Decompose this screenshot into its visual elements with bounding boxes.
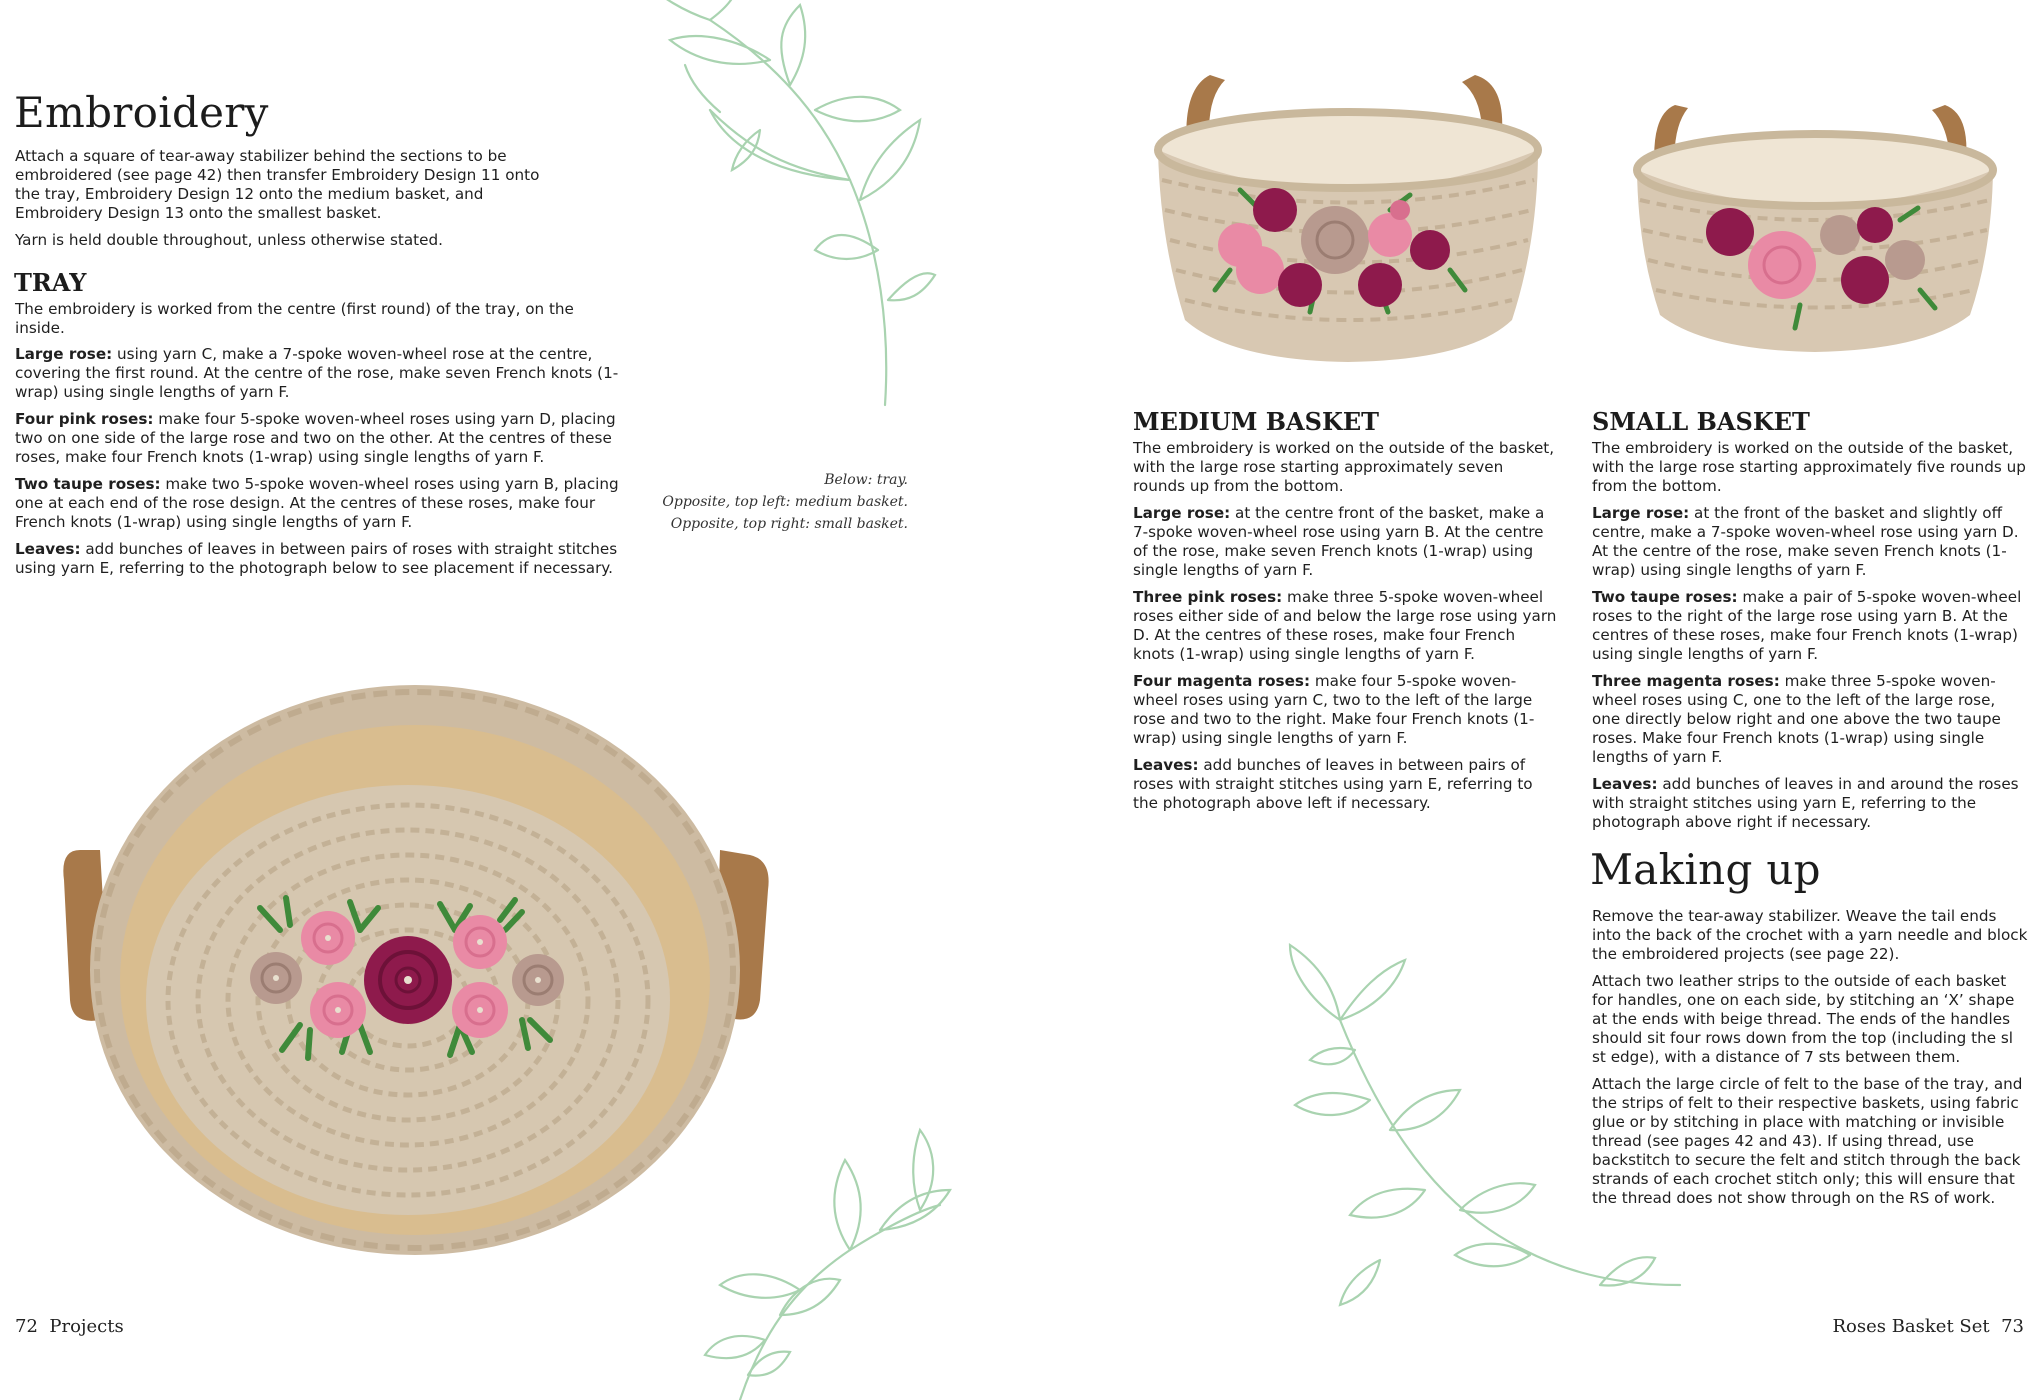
- making-up-instructions: [1592, 907, 2028, 1216]
- caption-medium-basket: Opposite, top left: medium basket.: [662, 494, 908, 510]
- medium-intro: The embroidery is worked on the outside of the basket, with the large rose starting approximately seven rounds up from the bottom.: [1133, 439, 1555, 495]
- intro-paragraph: Attach a square of tear-away stabilizer behind the sections to be embroidered (see page 42) then transfer Embroidery Design 11 onto the tray, Embroidery Design 12 onto the medium basket, and Embroidery Design 13 onto the smallest basket.: [15, 147, 540, 222]
- medium-basket-heading: MEDIUM BASKET: [1133, 407, 1379, 436]
- making-up-paragraph: Attach the large circle of felt to the base of the tray, and the strips of felt to their respective baskets, using fabric glue or by stitching in place with matching or invisible thread (see pages 42 and 43). If using thread, use backstitch to secure the felt and stitch through the back strands of each crochet stitch only; this will ensure that the thread does not show through on the RS of work.: [1592, 1075, 2023, 1207]
- section-name: Roses Basket Set: [1832, 1316, 1990, 1337]
- making-up-paragraph: Remove the tear-away stabilizer. Weave the tail ends into the back of the crochet with a yarn needle and block the embroidered projects (see page 22).: [1592, 907, 2028, 963]
- medium-step-leaves: Leaves: add bunches of leaves in between pairs of roses with straight stitches using yarn E, referring to the photograph above left if necessary.: [1133, 756, 1533, 812]
- tray-step-large-rose: Large rose: using yarn C, make a 7-spoke woven-wheel rose at the centre, covering the first round. At the centre of the rose, make seven French knots (1-wrap) using single lengths of yarn F.: [15, 345, 619, 401]
- tray-photo: [60, 680, 780, 1300]
- tray-instructions: [15, 300, 627, 586]
- caption-tray: Below: tray.: [824, 472, 908, 488]
- small-intro: The embroidery is worked on the outside of the basket, with the large rose starting approximately five rounds up from the bottom.: [1592, 439, 2026, 495]
- section-name: Projects: [49, 1316, 124, 1337]
- caption-small-basket: Opposite, top right: small basket.: [670, 516, 908, 532]
- embroidery-heading: Embroidery: [14, 88, 269, 137]
- small-step-magenta-roses: Three magenta roses: make three 5-spoke woven-wheel roses using C, one to the left of the large rose, one directly below right and one above the two taupe roses. Make four French knots (1-wrap) using single lengths of yarn F.: [1592, 672, 2001, 766]
- tray-step-taupe-roses: Two taupe roses: make two 5-spoke woven-wheel roses using yarn B, placing one at each end of the rose design. At the centres of these roses, make four French knots (1-wrap) using single lengths of yarn F.: [15, 475, 619, 531]
- medium-basket-photo: [1140, 40, 1560, 400]
- medium-step-large-rose: Large rose: at the centre front of the basket, make a 7-spoke woven-wheel rose using yarn B. At the centre of the rose, make seven French knots (1-wrap) using single lengths of yarn F.: [1133, 504, 1545, 579]
- intro-paragraph: Yarn is held double throughout, unless otherwise stated.: [15, 231, 443, 249]
- photo-captions: [640, 469, 908, 535]
- small-step-leaves: Leaves: add bunches of leaves in and around the roses with straight stitches using yarn E, referring to the photograph above right if necessary.: [1592, 775, 2019, 831]
- making-up-paragraph: Attach two leather strips to the outside of each basket for handles, one on each side, by stitching an ‘X’ shape at the ends with beige thread. The ends of the handles should sit four rows down from the top (including the sl st edge), with a distance of 7 sts between them.: [1592, 972, 2015, 1066]
- tray-intro: The embroidery is worked from the centre (first round) of the tray, on the inside.: [15, 300, 574, 337]
- small-step-large-rose: Large rose: at the front of the basket and slightly off centre, make a 7-spoke woven-wheel rose using yarn D. At the centre of the rose, make seven French knots (1-wrap) using single lengths of yarn F.: [1592, 504, 2019, 579]
- embroidery-intro: [15, 147, 555, 258]
- tray-step-pink-roses: Four pink roses: make four 5-spoke woven-wheel roses using yarn D, placing two on one side of the large rose and two on the other. At the centres of these roses, make four French knots (1-wrap) using single lengths of yarn F.: [15, 410, 616, 466]
- tray-step-leaves: Leaves: add bunches of leaves in between pairs of roses with straight stitches using yarn E, referring to the photograph below to see placement if necessary.: [15, 540, 618, 577]
- small-basket-photo: [1620, 60, 2040, 400]
- small-basket-instructions: [1592, 439, 2028, 840]
- small-basket-heading: SMALL BASKET: [1592, 407, 1810, 436]
- page-number: 72: [15, 1316, 38, 1337]
- left-folio: [15, 1316, 124, 1337]
- tray-heading: TRAY: [14, 268, 87, 297]
- page-number: 73: [2001, 1316, 2024, 1337]
- medium-basket-instructions: [1133, 439, 1559, 821]
- small-step-taupe-roses: Two taupe roses: make a pair of 5-spoke woven-wheel roses to the right of the large rose using yarn B. At the centres of these roses, make four French knots (1-wrap) using single lengths of yarn F.: [1592, 588, 2022, 663]
- medium-step-pink-roses: Three pink roses: make three 5-spoke woven-wheel roses either side of and below the large rose using yarn D. At the centres of these roses, make four French knots (1-wrap) using single lengths of yarn F.: [1133, 588, 1557, 663]
- right-folio: [1832, 1316, 2024, 1337]
- medium-step-magenta-roses: Four magenta roses: make four 5-spoke woven-wheel roses using yarn C, two to the left of the large rose and two to the right. Make four French knots (1-wrap) using single lengths of yarn F.: [1133, 672, 1535, 747]
- making-up-heading: Making up: [1590, 845, 1821, 894]
